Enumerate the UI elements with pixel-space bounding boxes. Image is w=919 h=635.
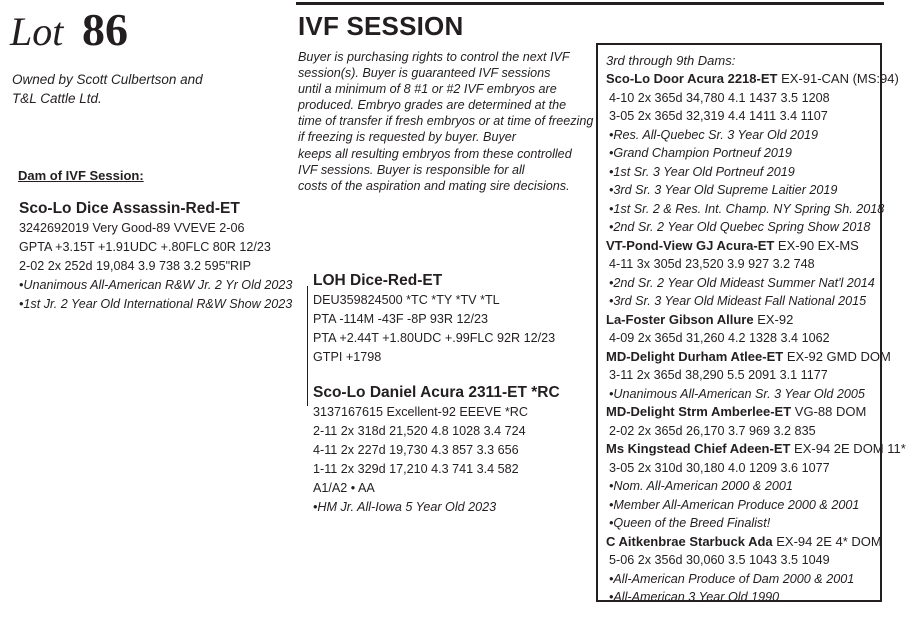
ancestor-dam-name — [606, 237, 906, 256]
ancestor-dam-classification: EX-92 — [753, 311, 794, 327]
owner-info — [12, 70, 212, 108]
lot-word: Lot — [10, 9, 64, 54]
ancestor-dam-title: MD-Delight Strm Amberlee-ET — [606, 404, 792, 419]
ancestor-dam-title: La-Foster Gibson Allure — [606, 311, 754, 327]
ancestor-dam-record: 2-02 2x 365d 26,170 3.7 969 3.2 835 — [609, 423, 816, 438]
ancestor-dam-honor: •2nd Sr. 2 Year Old Mideast Summer Nat'l 2014 — [609, 275, 875, 290]
sire-detail-line: DEU359824500 *TC *TY *TV *TL — [313, 293, 500, 307]
owner-line: T&L Cattle Ltd. — [12, 91, 102, 106]
sire-detail-line: PTA -114M -43F -8P 93R 12/23 — [313, 312, 489, 326]
ancestor-dam-classification: EX-94 2E 4* DOM — [772, 533, 882, 549]
ancestor-dam-honor: •All-American 3 Year Old 1990 — [609, 590, 780, 604]
maternal-grandsire-block — [313, 383, 560, 517]
dam-name: Sco-Lo Dice Assassin-Red-ET — [19, 200, 240, 217]
dams-list — [606, 51, 906, 607]
terms-line: costs of the aspiration and mating sire decisions. — [298, 178, 570, 193]
dam-detail-line: 2-02 2x 252d 19,084 3.9 738 3.2 595"RIP — [19, 259, 252, 273]
ancestor-dam-classification: EX-92 GMD DOM — [783, 348, 891, 364]
dam-label: Dam of IVF Session: — [18, 168, 144, 183]
ancestor-dam-record: 3-05 2x 310d 30,180 4.0 1209 3.6 1077 — [609, 460, 830, 475]
ancestor-dam-name — [606, 311, 906, 330]
top-rule — [296, 2, 884, 5]
mgs-detail-line: 2-11 2x 318d 21,520 4.8 1028 3.4 724 — [313, 424, 526, 438]
pedigree-bracket — [307, 286, 308, 406]
ancestor-dam-record: 4-11 3x 305d 23,520 3.9 927 3.2 748 — [609, 257, 815, 271]
ancestor-dam-title: Sco-Lo Door Acura 2218-ET — [606, 71, 778, 86]
ancestor-dam-classification: VG-88 DOM — [791, 404, 867, 419]
ancestor-dam-honor: •Res. All-Quebec Sr. 3 Year Old 2019 — [609, 127, 819, 142]
mgs-detail-line: 3137167615 Excellent-92 EEEVE *RC — [313, 405, 528, 419]
session-title: IVF SESSION — [298, 11, 464, 41]
ancestor-dam-classification: EX-90 EX-MS — [774, 237, 859, 253]
owner-line: Owned by Scott Culbertson and — [12, 72, 203, 87]
ancestor-dam-record: 4-09 2x 365d 31,260 4.2 1328 3.4 1062 — [609, 331, 830, 345]
sire-name: LOH Dice-Red-ET — [313, 272, 443, 289]
ancestor-dam-name — [606, 440, 906, 459]
session-terms — [298, 49, 598, 194]
dam-detail-line: GPTA +3.15T +1.91UDC +.80FLC 80R 12/23 — [19, 240, 271, 254]
ancestor-dam-title: C Aitkenbrae Starbuck Ada — [606, 533, 773, 549]
dams-header: 3rd through 9th Dams: — [606, 53, 736, 68]
dam-honor: •1st Jr. 2 Year Old International R&W Show 2023 — [19, 297, 293, 311]
sire-detail-line: GTPI +1798 — [313, 350, 382, 364]
ancestor-dam-honor: •Unanimous All-American Sr. 3 Year Old 2005 — [609, 386, 865, 401]
ancestor-dam-title: MD-Delight Durham Atlee-ET — [606, 348, 784, 364]
terms-line: until a minimum of 8 #1 or #2 IVF embryos are — [298, 82, 557, 97]
ancestor-dam-name — [606, 533, 906, 552]
mgs-honor: •HM Jr. All-Iowa 5 Year Old 2023 — [313, 500, 497, 514]
ancestor-dam-honor: •2nd Sr. 2 Year Old Quebec Spring Show 2018 — [609, 220, 871, 234]
ancestor-dam-name — [606, 70, 906, 89]
dams-box — [596, 43, 906, 604]
ancestor-dam-name — [606, 348, 906, 367]
ancestor-dam-classification: EX-91-CAN (MS:94) — [777, 71, 899, 86]
ancestor-dam-honor: •Grand Champion Portneuf 2019 — [609, 146, 792, 160]
ancestor-dam-record: 5-06 2x 356d 30,060 3.5 1043 3.5 1049 — [609, 553, 830, 567]
ancestor-dam-honor: •Member All-American Produce 2000 & 2001 — [609, 497, 860, 512]
ancestor-dam-title: VT-Pond-View GJ Acura-ET — [606, 237, 775, 253]
ancestor-dam-honor: •All-American Produce of Dam 2000 & 2001 — [609, 571, 855, 586]
mgs-detail-line: 1-11 2x 329d 17,210 4.3 741 3.4 582 — [313, 462, 519, 476]
mgs-detail-line: A1/A2 • AA — [313, 481, 375, 495]
ancestor-dam-honor: •1st Sr. 2 & Res. Int. Champ. NY Spring Sh. 2018 — [609, 201, 885, 216]
ancestor-dam-honor: •3rd Sr. 3 Year Old Mideast Fall National 2015 — [609, 294, 867, 308]
ancestor-dam-honor: •1st Sr. 3 Year Old Portneuf 2019 — [609, 164, 795, 179]
ancestor-dam-honor: •Nom. All-American 2000 & 2001 — [609, 479, 793, 493]
ancestor-dam-title: Ms Kingstead Chief Adeen-ET — [606, 441, 791, 456]
lot-number: 86 — [82, 4, 128, 55]
terms-line: session(s). Buyer is guaranteed IVF sessions — [298, 66, 551, 81]
terms-line: keeps all resulting embryos from these controlled — [298, 146, 572, 161]
ancestor-dam-name — [606, 403, 906, 422]
terms-line: Buyer is purchasing rights to control the next IVF — [298, 50, 570, 64]
terms-line: if freezing is requested by buyer. Buyer — [298, 130, 516, 145]
dam-block — [19, 199, 292, 314]
maternal-grandsire-name: Sco-Lo Daniel Acura 2311-ET *RC — [313, 384, 560, 401]
dam-detail-line: 3242692019 Very Good-89 VVEVE 2-06 — [19, 221, 245, 235]
dam-honor: •Unanimous All-American R&W Jr. 2 Yr Old 2023 — [19, 278, 293, 292]
ancestor-dam-record: 4-10 2x 365d 34,780 4.1 1437 3.5 1208 — [609, 90, 830, 105]
mgs-detail-line: 4-11 2x 227d 19,730 4.3 857 3.3 656 — [313, 443, 519, 457]
terms-line: produced. Embryo grades are determined at the — [298, 98, 567, 113]
ancestor-dam-honor: •3rd Sr. 3 Year Old Supreme Laitier 2019 — [609, 183, 838, 197]
ancestor-dam-classification: EX-94 2E DOM 11* — [790, 441, 906, 456]
ancestor-dam-honor: •Queen of the Breed Finalist! — [609, 516, 771, 530]
ancestor-dam-record: 3-05 2x 365d 32,319 4.4 1411 3.4 1107 — [609, 109, 828, 123]
ancestor-dam-record: 3-11 2x 365d 38,290 5.5 2091 3.1 1177 — [609, 368, 828, 382]
terms-line: IVF sessions. Buyer is responsible for all — [298, 162, 525, 177]
sire-detail-line: PTA +2.44T +1.80UDC +.99FLC 92R 12/23 — [313, 331, 556, 345]
sire-block — [313, 271, 555, 367]
terms-line: time of transfer if fresh embryos or at time of freezing — [298, 114, 594, 129]
